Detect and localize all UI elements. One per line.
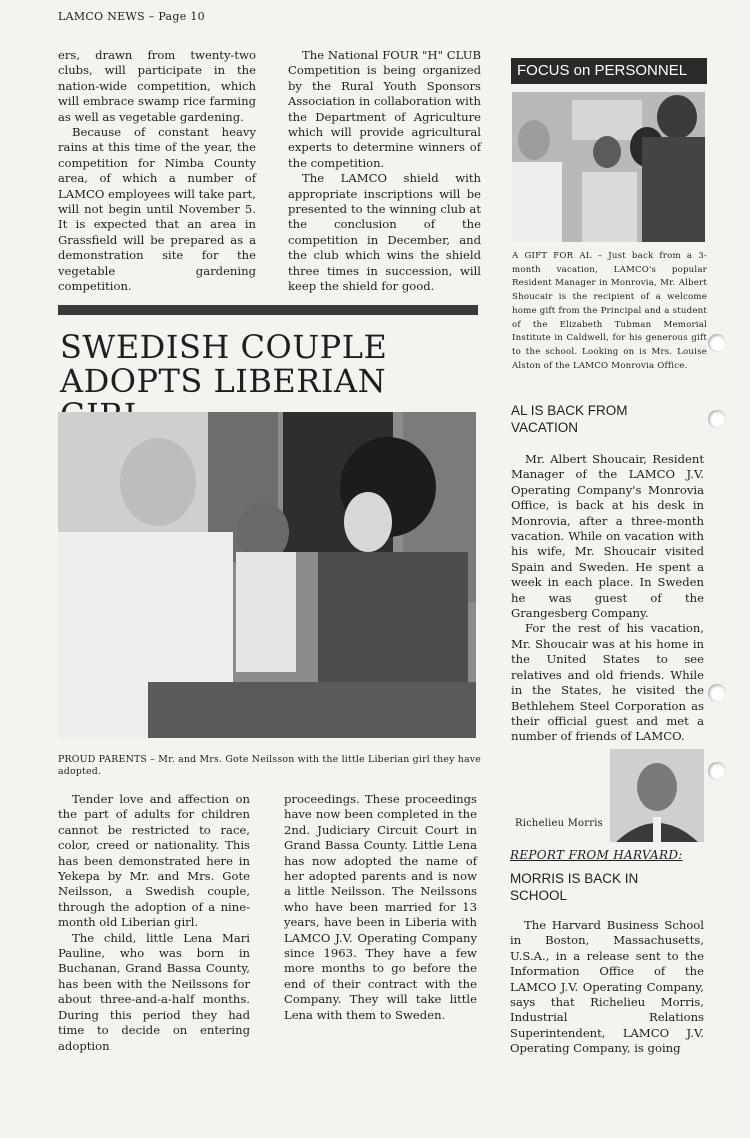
story-column-1: [58, 792, 250, 1054]
punch-hole: [708, 762, 726, 780]
harvard-label: REPORT FROM HARVARD:: [510, 848, 683, 862]
photo-caption: PROUD PARENTS – Mr. and Mrs. Gote Neilsson with the little Liberian girl they have adopted.: [58, 754, 482, 778]
paragraph: The child, little Lena Mari Pauline, who was born in Buchanan, Grand Bassa County, has been with the Neilssons for about three-and-a-half months. During this period they had time to decide on entering adoption: [58, 930, 250, 1053]
column-1-top: [58, 48, 256, 295]
morris-portrait: [610, 749, 704, 842]
paragraph: proceedings. These proceedings have now been completed in the 2nd. Judiciary Circuit Court in Grand Bassa County. Little Lena has now adopted the name of her adopted parents and is now a little Neilsson. The Neilssons who have been married for 13 years, have been in Liberia with LAMCO J.V. Operating Company since 1963. They have a few more months to go before the end of their contract with the Company. They will take little Lena with them to Sweden.: [284, 792, 477, 1022]
paragraph: Tender love and affection on the part of adults for children cannot be restricted to race, color, creed or nationality. This has been demonstrated here in Yekepa by Mr. and Mrs. Gote Neilsson, a Swedish couple, through the adoption of a nine-month old Liberian girl.: [58, 792, 250, 930]
punch-hole: [708, 410, 726, 428]
focus-banner: FOCUS on PERSONNEL: [511, 58, 707, 84]
punch-hole: [708, 684, 726, 702]
headline: SWEDISH COUPLE ADOPTS LIBERIAN: [60, 328, 388, 400]
column-2-top: [288, 48, 481, 295]
page-header: LAMCO NEWS – Page 10: [58, 10, 205, 23]
section-divider: [58, 305, 478, 315]
paragraph: The National FOUR "H" CLUB Competition is being organized by the Rural Youth Sponsors Association in collaboration with the Department of Agriculture which will provide agricultural experts to determine winners of the competition.: [288, 48, 481, 170]
couple-photo-illustration: [58, 412, 476, 738]
story-column-2: [284, 792, 477, 1023]
punch-hole: [708, 334, 726, 352]
paragraph: Because of constant heavy rains at this time of the year, the competition for Nimba County area, of which a number of LAMCO employees will take part, will not begin until November 5. It is expected that an area in Grassfield will be prepared as a demonstration site for the vegetable gardening competition.: [58, 125, 256, 294]
morris-portrait-illustration: [610, 749, 704, 842]
morris-story: The Harvard Business School in Boston, Massachusetts, U.S.A., in a release sent to the Information Office of the LAMCO J.V. Operating Company, says that Richelieu Morris, Industrial Relations Superintendent, LAMCO J.V. Operating Company, is going: [510, 918, 704, 1056]
al-story: [511, 452, 704, 745]
morris-headline: MORRIS IS BACK IN SCHOOL: [510, 871, 639, 903]
morris-label: Richelieu Morris: [515, 818, 603, 829]
paragraph: The LAMCO shield with appropriate inscriptions will be presented to the winning club at the conclusion of the competition in December, and the club which wins the shield three times in succession, will keep the shield for good.: [288, 171, 481, 294]
paragraph: Mr. Albert Shoucair, Resident Manager of the LAMCO J.V. Operating Company's Monrovia Office, is back at his desk in Monrovia, after a three-month vacation. While on vacation with his wife, Mr. Shoucair visited Spain and Sweden. He spent a week in each place. In Sweden he was guest of the Grangesberg Company.: [511, 452, 704, 621]
gift-photo: [512, 92, 705, 242]
gift-photo-illustration: [512, 92, 705, 242]
gift-caption: A GIFT FOR AL – Just back from a 3-month vacation, LAMCO's popular Resident Manager in Monrovia, Mr. Albert Shoucair is the recipient of a welcome home gift from the Principal and a student of the Elizabeth Tubman Memorial Institute in Caldwell, for his generous gift to the school. Looking on is Mrs. Louise Alston of the LAMCO Monrovia Office.: [512, 251, 707, 371]
al-headline: AL IS BACK FROM VACATION: [511, 403, 628, 435]
paragraph: For the rest of his vacation, Mr. Shoucair was at his home in the United States to see relatives and old friends. While in the States, he visited the Bethlehem Steel Corporation as their official guest and met a number of friends of LAMCO.: [511, 621, 704, 744]
paragraph: ers, drawn from twenty-two clubs, will participate in the nation-wide competition, which will embrace swamp rice farming as well as vegetable gardening.: [58, 48, 256, 124]
couple-photo: [58, 412, 476, 738]
